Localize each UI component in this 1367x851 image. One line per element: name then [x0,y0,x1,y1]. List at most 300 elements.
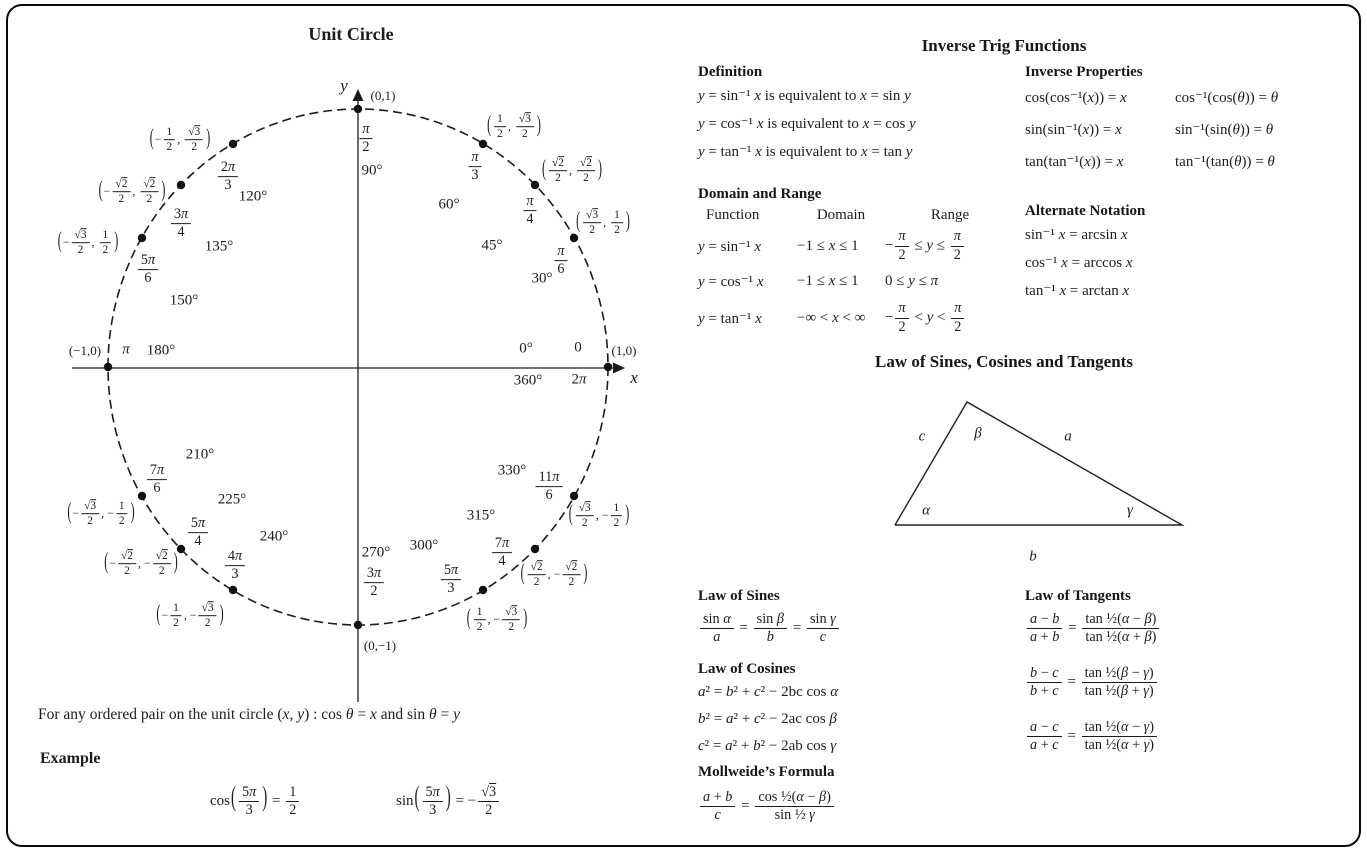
tall-paren-icon: ) [583,558,588,585]
math-variable: θ [1237,90,1245,106]
math-variable: x [828,237,836,254]
math-variable: θ [1270,90,1279,106]
fraction-numerator: 1 [170,602,182,616]
tall-paren-icon: ( [156,599,161,626]
fraction-numerator: sin γ [807,612,839,629]
math-variable: y [926,309,934,326]
math-variable: y [698,144,705,160]
coord-label-60: ( $\frac{1}{2}$ , $\frac{√3}{2}$ ) [487,110,541,141]
fraction-denominator: 2 [533,576,540,589]
math-variable: x [755,144,762,160]
x-axis-label [630,368,638,388]
math-variable: α [1121,610,1130,627]
degree-label-225: 225° [217,491,247,508]
math-variable: c [753,711,761,727]
inverse-property: tan(tan⁻¹(x)) = x [1025,154,1124,170]
fraction-numerator: √2 [140,178,158,192]
tall-paren-icon: ) [625,499,630,526]
math-variable: x [754,238,761,255]
math-variable: γ [830,738,837,754]
inverse-trig-title: Inverse Trig Functions [921,36,1087,55]
tall-paren-icon: ) [445,782,451,814]
math-fraction [1027,612,1062,646]
dot-135 [177,181,185,189]
fraction-denominator: 2 [613,517,620,530]
math-variable: y [698,273,705,290]
dr-cell: −∞ < x < ∞ [797,309,866,326]
triangle-svg [858,392,1203,572]
math-fraction [140,178,158,206]
fraction-denominator: 2 [158,565,165,578]
math-fraction [611,502,623,530]
inverse-properties-section [1025,62,1278,178]
tall-paren-icon: ( [98,175,103,202]
math-fraction [755,790,834,824]
dot-315 [531,545,539,553]
sqrt-argument: 3 [511,606,518,619]
fraction-numerator: 1 [611,502,623,516]
fraction-numerator: √2 [118,550,136,564]
math-variable: c [819,629,827,646]
coord-label-135: (− $\frac{√2}{2}$ , $\frac{√2}{2}$ ) [98,175,166,206]
fraction-numerator: 5π [138,253,158,270]
fraction-denominator: 2 [589,224,595,237]
degree-label-210: 210° [185,446,215,463]
fraction-numerator: √3 [72,229,90,243]
math-fraction [441,563,461,597]
fraction-numerator: √2 [577,157,595,171]
fraction-numerator: √2 [153,550,171,564]
radian-label-180 [122,342,130,359]
fraction-denominator: a + b [1030,629,1060,646]
coord-label-120: (− $\frac{1}{2}$ , $\frac{√3}{2}$ ) [149,123,211,154]
tall-paren-icon: ) [130,497,135,524]
radian-label-30 [552,244,569,278]
math-variable: x [1087,90,1095,106]
math-fraction [807,612,839,646]
math-variable: x [630,368,638,387]
tall-paren-icon: ( [104,547,109,574]
coord-label-neg1-0: (−1,0) [68,343,102,358]
math-variable: π [954,300,962,317]
degree-label-300: 300° [409,537,439,554]
dot-120 [229,140,237,148]
math-variable: y [698,238,705,255]
fraction-denominator: 3 [429,802,437,819]
math-variable: b [725,788,733,805]
fraction-numerator: 5π [441,563,461,580]
triangle-diagram [858,392,1203,572]
fraction-denominator: 2 [581,517,588,530]
math-fraction [562,561,580,589]
fraction-denominator: 2 [521,128,528,141]
radian-label-60 [466,150,483,184]
math-variable: α [830,684,839,700]
math-variable: a [725,711,734,727]
fraction-denominator: 2 [102,244,109,257]
coord-label-240: (− $\frac{1}{2}$ , − $\frac{√3}{2}$ ) [156,599,224,630]
fraction-numerator: 1 [100,229,112,243]
radian-label-225 [186,516,210,550]
fraction-numerator: 7π [492,536,512,553]
degree-label-330: 330° [497,462,527,479]
fraction-numerator: √2 [112,178,130,192]
sqrt-argument: 3 [585,502,591,515]
tall-paren-icon: ( [568,499,573,526]
sqrt-argument: 2 [558,157,564,170]
sqrt-argument: 3 [90,500,97,513]
inverse-properties-heading: Inverse Properties [1025,64,1143,80]
fraction-numerator: 2π [218,160,238,177]
domain-range-heading: Domain and Range [698,186,822,202]
math-variable: π [501,535,510,552]
math-fraction [138,253,158,287]
fraction-denominator: 4 [498,553,506,570]
degree-label-90: 90° [361,162,383,179]
triangle-outline [895,402,1182,525]
math-variable: π [373,565,382,582]
math-variable: γ [1143,683,1149,700]
math-variable: γ [1143,718,1150,735]
radian-label-2pi: 2π [571,371,587,388]
sqrt-argument: 3 [592,209,599,222]
degree-label-45: 45° [481,237,503,254]
coord-label-1-0: (1,0) [611,343,637,358]
math-variable: y [905,144,913,160]
dr-cell: y = sin⁻¹ x [698,238,761,255]
math-variable: y [926,237,934,254]
fraction-denominator: 6 [153,480,161,497]
math-variable: π [578,371,587,388]
math-fraction [700,790,735,824]
math-variable: b [1052,610,1060,627]
coord-label-315: ( $\frac{√2}{2}$ , − $\frac{√2}{2}$ ) [520,558,588,589]
math-variable: β [1144,610,1152,627]
math-variable: b [753,738,761,754]
unit-circle-diagram [0,0,700,730]
math-variable: x [1082,122,1090,138]
math-variable: c [1052,664,1059,681]
coord-label-0-1: (0,1) [370,88,396,103]
math-variable: x [1061,255,1068,271]
math-fraction [1027,666,1062,700]
dot-270 [354,621,362,629]
fraction-numerator: 1 [474,606,486,620]
math-fraction [549,157,567,185]
math-variable: β [1121,683,1129,700]
math-fraction [364,566,384,600]
fraction-denominator [715,807,721,823]
fraction-denominator: 4 [177,224,185,241]
radian-label-150 [136,253,160,287]
tall-paren-icon: ) [262,782,268,814]
math-fraction [1027,720,1062,754]
inverse-property: sin(sin⁻¹(x)) = x [1025,122,1122,138]
coord-label-45: ( $\frac{√2}{2}$ , $\frac{√2}{2}$ ) [542,154,602,185]
math-variable: π [450,562,459,579]
math-variable: x [1115,122,1122,138]
math-variable: a [703,788,711,805]
radian-label-120 [216,160,240,194]
math-variable: π [898,228,906,245]
tall-paren-icon: ( [487,110,492,137]
math-fraction [1082,720,1157,754]
math-fraction [116,500,128,528]
y-axis-arrow-icon [353,89,364,101]
fraction-numerator: 1 [116,500,128,514]
math-variable: π [526,193,534,210]
fraction-numerator: √3 [516,113,534,127]
math-variable: γ [809,807,815,824]
math-variable: x [832,309,839,326]
fraction-denominator: 3 [471,167,479,184]
fraction-denominator: 3 [245,802,253,819]
laws-title: Law of Sines, Cosines and Tangents [875,352,1133,371]
math-variable: c [1052,737,1059,754]
fraction-numerator: 11π [536,470,563,487]
dot-45 [531,181,539,189]
math-variable: β [819,788,827,805]
y-axis-label [340,76,348,96]
fraction-numerator: 3π [364,566,384,583]
math-variable: c [698,738,705,754]
fraction-numerator: √3 [478,785,499,802]
fraction-numerator: 7π [147,463,167,480]
math-variable: a [1030,610,1038,627]
math-variable: θ [1234,154,1242,170]
fraction-numerator [359,122,372,139]
math-variable: θ [345,706,354,723]
triangle-angle-gamma: γ [1127,502,1133,519]
degree-label-270: 270° [361,544,391,561]
fraction-numerator: √2 [528,561,546,575]
tall-paren-icon: ( [57,226,62,253]
fraction-denominator: 2 [77,244,84,257]
dr-cell: y = tan⁻¹ x [698,310,762,327]
math-variable: y [904,88,911,104]
math-variable: π [156,462,165,479]
radian-label-315 [490,536,514,570]
fraction-numerator: √3 [576,502,594,516]
law-of-cosines-formula: a² = b² + c² − 2bc cos α [698,684,839,700]
math-variable: β [1144,629,1152,646]
radian-label-300 [439,563,463,597]
sqrt-argument: 3 [207,602,214,615]
radian-label-0: 0 [574,339,582,356]
sqrt-argument: 2 [127,550,133,563]
dr-cell: − $\frac{\pi}{2}$ < y < $\frac{\pi}{2}$ [885,301,1015,335]
column-header-function: Function [706,206,760,223]
fraction-numerator [951,229,964,246]
fraction-numerator: a + b [700,790,735,807]
math-variable: π [197,515,206,532]
coord-label-330: ( $\frac{√3}{2}$ , − $\frac{1}{2}$ ) [568,499,630,530]
law-of-cosines-formula: c² = a² + b² − 2ab cos γ [698,738,837,754]
mollweide-formula: $\frac{a + b}{c}$ = $\frac{\text{cos ½(α − β)}}{\text{sin ½ γ}}$ [698,784,836,828]
math-variable: π [234,548,243,565]
tall-paren-icon: ) [173,547,178,574]
sqrt-argument: 2 [121,178,128,191]
fraction-denominator: 2 [898,246,906,263]
fraction-denominator: 2 [191,141,198,154]
law-of-tangents-formula: $\frac{b - c}{b + c}$ = $\frac{\text{tan ½(β − γ)}}{\text{tan ½(β + γ)}}$ [1025,660,1161,704]
math-variable: x [860,144,868,160]
degree-label-0: 0° [519,340,533,357]
math-variable: a [1030,718,1038,735]
radian-label-135 [169,207,193,241]
tall-paren-icon: ) [161,175,166,202]
math-variable: x [1084,154,1091,170]
math-fraction [536,470,563,504]
fraction-denominator: 2 [954,318,962,335]
tall-paren-icon: ) [206,123,211,150]
coord-label-150: (− $\frac{√3}{2}$ , $\frac{1}{2}$ ) [57,226,119,257]
sqrt-argument: 2 [149,178,156,191]
math-variable: π [122,341,130,358]
inverse-property: sin⁻¹(sin(θ)) = θ [1175,122,1274,138]
fraction-numerator: 5π [188,516,208,533]
math-fraction [492,536,512,570]
definition-line: y = cos⁻¹ x is equivalent to x = cos y [698,116,916,132]
math-variable: β [829,711,837,727]
unit-circle-title: Unit Circle [308,24,394,44]
math-fraction [188,516,208,550]
fraction-denominator: 2 [555,172,561,185]
definition-heading: Definition [698,64,763,80]
math-fraction [170,602,182,630]
degree-label-240: 240° [259,528,289,545]
math-variable: π [557,243,565,260]
inverse-property: cos⁻¹(cos(θ)) = θ [1175,90,1279,106]
fraction-numerator: √2 [549,157,567,171]
math-fraction [164,126,176,154]
math-variable: α [723,610,731,627]
sqrt-argument: 3 [80,229,87,242]
math-variable: c [753,684,761,700]
math-variable: θ [1267,154,1275,170]
math-variable: y [340,76,348,95]
inverse-property: cos(cos⁻¹(x)) = x [1025,90,1127,106]
fraction-denominator: 2 [146,193,153,206]
law-of-cosines-formula: b² = a² + c² − 2ac cos β [698,711,837,727]
mollweide-heading: Mollweide’s Formula [698,764,835,780]
math-fraction [239,785,259,819]
math-variable: c [714,807,721,824]
degree-label-30: 30° [531,270,553,287]
math-variable: b [698,711,706,727]
math-variable: θ [1265,122,1274,138]
math-variable: y [909,116,916,132]
math-fraction [359,122,372,156]
dot-0 [604,363,612,371]
fraction-numerator: √3 [502,606,520,620]
law-of-sines-heading: Law of Sines [698,588,780,604]
fraction-denominator: 2 [87,515,93,528]
x-axis-arrow-icon [613,363,625,374]
math-fraction [523,194,536,228]
dr-cell: −1 ≤ x ≤ 1 [797,272,859,289]
tall-paren-icon: ) [219,599,224,626]
math-fraction [81,500,99,528]
math-fraction [583,209,601,237]
math-variable: x [1058,227,1066,243]
math-variable: b [1030,664,1038,681]
fraction-numerator: √2 [562,561,580,575]
math-variable: π [249,783,257,800]
sqrt-argument: 2 [536,561,543,574]
math-variable: x [756,273,764,290]
math-variable: x [1120,227,1128,243]
math-variable: γ [1143,664,1149,681]
alternate-notation-line: sin⁻¹ x = arcsin x [1025,227,1128,243]
law-of-tangents-section [1025,586,1161,768]
dot-240 [229,586,237,594]
fraction-numerator: a − c [1027,720,1062,737]
definition-section [698,62,916,166]
math-variable: π [471,149,479,166]
math-fraction [554,244,567,278]
math-fraction [468,150,481,184]
math-variable: x [1059,283,1067,299]
triangle-side-b: b [1029,548,1037,565]
math-fraction [153,550,171,578]
fraction-denominator: 2 [568,576,575,589]
fraction-numerator: 4π [225,549,245,566]
fraction-numerator: 5π [239,785,259,802]
math-variable: π [930,272,939,289]
math-variable: π [362,121,370,138]
tall-paren-icon: ( [149,123,154,150]
dot-60 [479,140,487,148]
math-fraction [423,785,443,819]
math-fraction [72,229,90,257]
fraction-numerator [468,150,481,167]
math-variable: π [180,206,189,223]
math-variable: π [227,159,236,176]
fraction-denominator [767,629,774,645]
math-variable: α [1121,737,1129,754]
radian-label-240 [223,549,247,583]
math-fraction [1082,612,1159,646]
fraction-numerator: b − c [1027,666,1062,683]
math-variable: b [1030,683,1038,700]
sqrt-argument: 2 [586,157,592,170]
fraction-denominator: 2 [118,193,125,206]
fraction-denominator: 6 [144,270,152,287]
fraction-denominator: 2 [953,246,961,263]
math-variable: a [1030,737,1038,754]
math-fraction [502,606,520,634]
math-variable: x [1116,154,1124,170]
math-variable: b [725,684,734,700]
fraction-denominator: 2 [583,172,589,185]
math-fraction [951,229,964,263]
tall-paren-icon: ( [466,603,471,630]
fraction-numerator: sin β [754,612,787,629]
math-variable: b [766,629,774,646]
degree-label-60: 60° [438,196,460,213]
domain-range-section [698,186,1015,340]
alternate-notation-heading: Alternate Notation [1025,203,1146,219]
math-fraction [286,785,299,819]
unit-circle-footnote: For any ordered pair on the unit circle (x, y) : cos θ = x and sin θ = y [38,706,460,723]
fraction-denominator: 2 [898,318,906,335]
tall-paren-icon: ) [114,226,119,253]
fraction-denominator: 2 [166,141,173,154]
coord-label-225: (− $\frac{√2}{2}$ , − $\frac{√2}{2}$ ) [104,547,178,578]
fraction-denominator: 2 [614,224,620,237]
column-header-range: Range [930,206,970,223]
